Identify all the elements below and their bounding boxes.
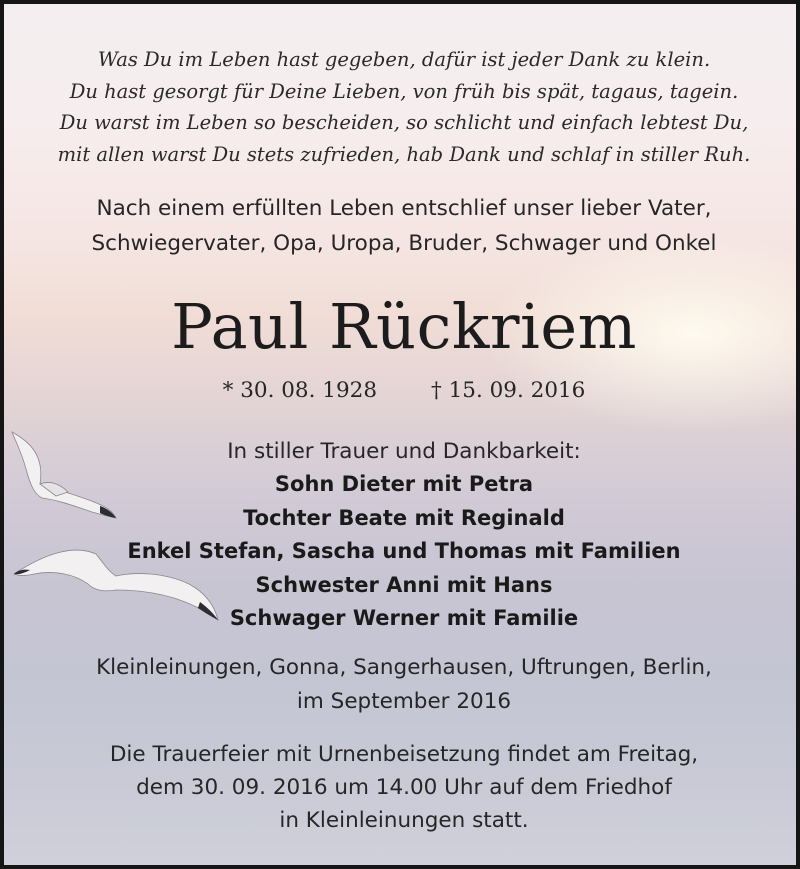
intro-line: Nach einem erfüllten Leben entschlief unser lieber Vater, — [96, 196, 712, 221]
deceased-name: Paul Rückriem — [171, 290, 637, 363]
poem-line: Du warst im Leben so bescheiden, so schlicht und einfach lebtest Du, — [59, 111, 749, 134]
mourning-heading: In stiller Trauer und Dankbarkeit: — [227, 439, 581, 464]
intro-text — [4, 191, 800, 261]
poem-line: Du hast gesorgt für Deine Lieben, von früh bis spät, tagaus, tagein. — [69, 79, 739, 103]
poem-line: Was Du im Leben hast gegeben, dafür ist jeder Dank zu klein. — [97, 48, 711, 71]
family-member: Tochter Beate mit Reginald — [243, 505, 565, 530]
date-line: im September 2016 — [296, 688, 512, 714]
place-line: Kleinleinungen, Gonna, Sangerhausen, Uftrungen, Berlin, — [96, 655, 712, 680]
service-line: Die Trauerfeier mit Urnenbeisetzung findet am Freitag, — [109, 742, 699, 767]
service-line: dem 30. 09. 2016 um 14.00 Uhr auf dem Friedhof — [136, 775, 672, 800]
poem-line: mit allen warst Du stets zufrieden, hab Dank und schlaf in stiller Ruh. — [57, 142, 751, 166]
poem — [4, 44, 800, 170]
life-dates — [4, 374, 800, 408]
death-date: † 15. 09. 2016 — [431, 378, 586, 403]
birth-date: * 30. 08. 1928 — [222, 378, 377, 403]
service-line: in Kleinleinungen statt. — [279, 808, 529, 833]
place-date — [4, 651, 800, 718]
family-list — [4, 468, 800, 636]
family-member: Schwager Werner mit Familie — [229, 606, 579, 631]
intro-line: Schwiegervater, Opa, Uropa, Bruder, Schwager und Onkel — [91, 231, 717, 256]
family-member: Sohn Dieter mit Petra — [274, 472, 534, 496]
family-member: Schwester Anni mit Hans — [255, 572, 553, 597]
family-member: Enkel Stefan, Sascha und Thomas mit Familien — [127, 539, 681, 564]
funeral-service-notice — [4, 738, 800, 837]
